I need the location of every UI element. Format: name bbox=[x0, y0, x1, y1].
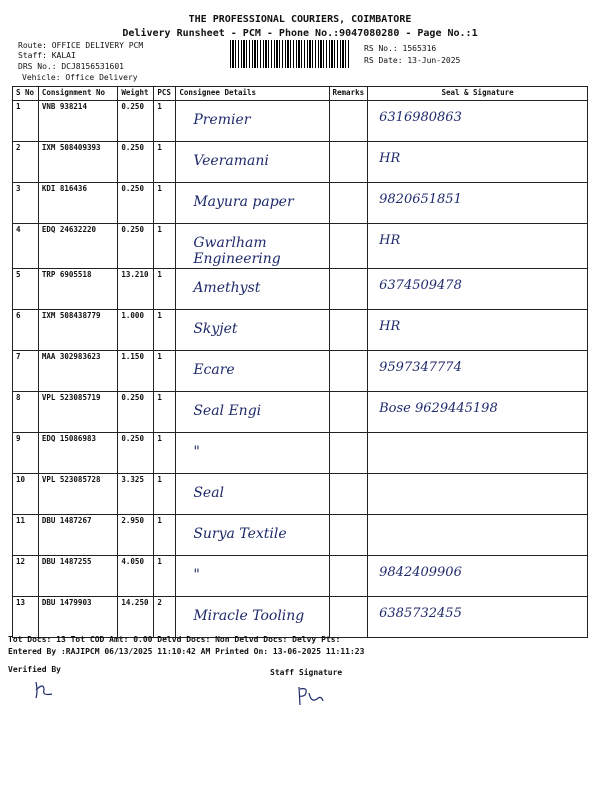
drs-number: DRS No.: DCJ8156531601 bbox=[18, 62, 124, 71]
cell-consignment: IXM 508438779 bbox=[38, 310, 118, 351]
table-row bbox=[13, 433, 588, 474]
cell-consignee bbox=[176, 183, 329, 224]
cell-weight: 2.950 bbox=[118, 515, 154, 556]
cell-sno: 12 bbox=[13, 556, 39, 597]
table-row bbox=[13, 351, 588, 392]
verified-by-label: Verified By bbox=[8, 665, 61, 674]
cell-seal bbox=[368, 351, 588, 392]
col-remarks: Remarks bbox=[329, 87, 368, 101]
cell-seal bbox=[368, 433, 588, 474]
col-consignee: Consignee Details bbox=[176, 87, 329, 101]
cell-seal-text: 9842409906 bbox=[379, 565, 462, 580]
cell-pcs: 1 bbox=[154, 310, 176, 351]
cell-seal bbox=[368, 310, 588, 351]
cell-seal-text: Bose 9629445198 bbox=[379, 401, 498, 416]
cell-weight: 0.250 bbox=[118, 183, 154, 224]
cell-consignee bbox=[176, 310, 329, 351]
cell-remarks bbox=[329, 392, 368, 433]
verifier-signature bbox=[30, 678, 60, 702]
cell-sno: 8 bbox=[13, 392, 39, 433]
cell-weight: 0.250 bbox=[118, 142, 154, 183]
table-row bbox=[13, 101, 588, 142]
cell-seal-text: 6385732455 bbox=[379, 606, 462, 621]
cell-sno: 3 bbox=[13, 183, 39, 224]
cell-weight: 0.250 bbox=[118, 392, 154, 433]
cell-consignment: EDQ 15086983 bbox=[38, 433, 118, 474]
cell-seal bbox=[368, 515, 588, 556]
cell-consignment: VPL 523085728 bbox=[38, 474, 118, 515]
cell-remarks bbox=[329, 310, 368, 351]
cell-remarks bbox=[329, 142, 368, 183]
cell-weight: 0.250 bbox=[118, 101, 154, 142]
cell-weight: 0.250 bbox=[118, 224, 154, 269]
cell-sno: 13 bbox=[13, 597, 39, 638]
cell-consignee-text: Veeramani bbox=[193, 153, 269, 169]
cell-seal-text: HR bbox=[379, 151, 401, 166]
cell-seal bbox=[368, 101, 588, 142]
table-row bbox=[13, 224, 588, 269]
cell-remarks bbox=[329, 474, 368, 515]
cell-consignee-text: Surya Textile bbox=[193, 526, 287, 542]
table-row bbox=[13, 310, 588, 351]
cell-seal bbox=[368, 597, 588, 638]
table-row bbox=[13, 392, 588, 433]
cell-consignee bbox=[176, 269, 329, 310]
table-row bbox=[13, 183, 588, 224]
cell-weight: 1.000 bbox=[118, 310, 154, 351]
cell-sno: 4 bbox=[13, 224, 39, 269]
cell-consignee bbox=[176, 515, 329, 556]
barcode bbox=[230, 40, 350, 68]
cell-consignee bbox=[176, 597, 329, 638]
cell-pcs: 1 bbox=[154, 515, 176, 556]
staff-signature bbox=[295, 683, 329, 709]
table-row bbox=[13, 474, 588, 515]
cell-consignee-text: Mayura paper bbox=[193, 194, 294, 210]
cell-remarks bbox=[329, 101, 368, 142]
cell-remarks bbox=[329, 269, 368, 310]
cell-weight: 13.210 bbox=[118, 269, 154, 310]
cell-consignee-text: " bbox=[193, 444, 200, 460]
cell-seal bbox=[368, 392, 588, 433]
cell-consignee-text: Gwarlham Engineering bbox=[193, 235, 281, 267]
cell-weight: 3.325 bbox=[118, 474, 154, 515]
cell-consignment: IXM 508409393 bbox=[38, 142, 118, 183]
cell-consignment: EDQ 24632220 bbox=[38, 224, 118, 269]
cell-pcs: 2 bbox=[154, 597, 176, 638]
company-title: THE PROFESSIONAL COURIERS, COIMBATORE bbox=[188, 14, 412, 25]
cell-consignee-text: Ecare bbox=[193, 362, 235, 378]
cell-weight: 1.150 bbox=[118, 351, 154, 392]
cell-consignment: VNB 938214 bbox=[38, 101, 118, 142]
rs-date: RS Date: 13-Jun-2025 bbox=[364, 56, 461, 65]
cell-weight: 4.050 bbox=[118, 556, 154, 597]
col-pcs: PCS bbox=[154, 87, 176, 101]
cell-consignee bbox=[176, 392, 329, 433]
cell-sno: 7 bbox=[13, 351, 39, 392]
entered-line: Entered By :RAJIPCM 06/13/2025 11:10:42 AM Printed On: 13-06-2025 11:11:23 bbox=[8, 647, 365, 656]
cell-remarks bbox=[329, 515, 368, 556]
cell-consignee-text: " bbox=[193, 567, 200, 583]
vehicle-text: Vehicle: Office Delivery bbox=[22, 73, 138, 82]
cell-consignment: DBU 1487255 bbox=[38, 556, 118, 597]
cell-seal-text: 6316980863 bbox=[379, 110, 462, 125]
cell-sno: 11 bbox=[13, 515, 39, 556]
cell-pcs: 1 bbox=[154, 392, 176, 433]
cell-pcs: 1 bbox=[154, 433, 176, 474]
cell-sno: 9 bbox=[13, 433, 39, 474]
table-row bbox=[13, 515, 588, 556]
cell-consignment: TRP 6905518 bbox=[38, 269, 118, 310]
cell-remarks bbox=[329, 183, 368, 224]
table-row bbox=[13, 597, 588, 638]
cell-pcs: 1 bbox=[154, 351, 176, 392]
cell-sno: 6 bbox=[13, 310, 39, 351]
col-sno: S No bbox=[13, 87, 39, 101]
rs-number: RS No.: 1565316 bbox=[364, 44, 437, 53]
cell-seal bbox=[368, 224, 588, 269]
cell-pcs: 1 bbox=[154, 556, 176, 597]
cell-seal bbox=[368, 269, 588, 310]
cell-consignee-text: Amethyst bbox=[193, 280, 261, 296]
cell-consignee bbox=[176, 474, 329, 515]
col-seal: Seal & Signature bbox=[368, 87, 588, 101]
cell-pcs: 1 bbox=[154, 183, 176, 224]
cell-consignment: DBU 1487267 bbox=[38, 515, 118, 556]
cell-seal bbox=[368, 556, 588, 597]
cell-seal bbox=[368, 474, 588, 515]
cell-pcs: 1 bbox=[154, 224, 176, 269]
col-weight: Weight bbox=[118, 87, 154, 101]
cell-seal-text: HR bbox=[379, 233, 401, 248]
cell-consignment: KDI 816436 bbox=[38, 183, 118, 224]
cell-consignment: DBU 1479903 bbox=[38, 597, 118, 638]
cell-consignee bbox=[176, 142, 329, 183]
runsheet-subtitle: Delivery Runsheet - PCM - Phone No.:9047080280 - Page No.:1 bbox=[122, 28, 478, 39]
staff-signature-label: Staff Signature bbox=[270, 668, 343, 677]
cell-consignee-text: Premier bbox=[193, 112, 251, 128]
cell-sno: 5 bbox=[13, 269, 39, 310]
cell-consignee bbox=[176, 556, 329, 597]
cell-consignee-text: Seal bbox=[193, 485, 225, 501]
table-header-row bbox=[13, 87, 588, 101]
cell-consignment: MAA 302983623 bbox=[38, 351, 118, 392]
cell-pcs: 1 bbox=[154, 101, 176, 142]
cell-seal-text: HR bbox=[379, 319, 401, 334]
cell-seal-text: 9597347774 bbox=[379, 360, 462, 375]
cell-consignee bbox=[176, 351, 329, 392]
cell-consignee-text: Miracle Tooling bbox=[193, 608, 305, 624]
cell-consignment: VPL 523085719 bbox=[38, 392, 118, 433]
cell-sno: 1 bbox=[13, 101, 39, 142]
cell-pcs: 1 bbox=[154, 474, 176, 515]
runsheet-table bbox=[12, 86, 588, 638]
cell-pcs: 1 bbox=[154, 269, 176, 310]
cell-sno: 2 bbox=[13, 142, 39, 183]
cell-remarks bbox=[329, 433, 368, 474]
cell-consignee-text: Seal Engi bbox=[193, 403, 262, 419]
cell-weight: 14.250 bbox=[118, 597, 154, 638]
cell-remarks bbox=[329, 351, 368, 392]
cell-seal-text: 9820651851 bbox=[379, 192, 462, 207]
staff-text: Staff: KALAI bbox=[18, 51, 76, 60]
route-text: Route: OFFICE DELIVERY PCM bbox=[18, 41, 144, 50]
cell-remarks bbox=[329, 556, 368, 597]
cell-sno: 10 bbox=[13, 474, 39, 515]
cell-consignee bbox=[176, 224, 329, 269]
cell-consignee bbox=[176, 101, 329, 142]
cell-seal bbox=[368, 183, 588, 224]
cell-weight: 0.250 bbox=[118, 433, 154, 474]
table-row bbox=[13, 269, 588, 310]
cell-pcs: 1 bbox=[154, 142, 176, 183]
cell-consignee bbox=[176, 433, 329, 474]
cell-remarks bbox=[329, 597, 368, 638]
cell-seal-text: 6374509478 bbox=[379, 278, 462, 293]
table-row bbox=[13, 556, 588, 597]
cell-consignee-text: Skyjet bbox=[193, 321, 238, 337]
col-consignment: Consignment No bbox=[38, 87, 118, 101]
cell-seal bbox=[368, 142, 588, 183]
table-row bbox=[13, 142, 588, 183]
cell-remarks bbox=[329, 224, 368, 269]
totals-line: Tot Docs: 13 Tot COD Amt: 0.00 Delvd Docs: Non Delvd Docs: Delvy Pts: bbox=[8, 635, 341, 644]
